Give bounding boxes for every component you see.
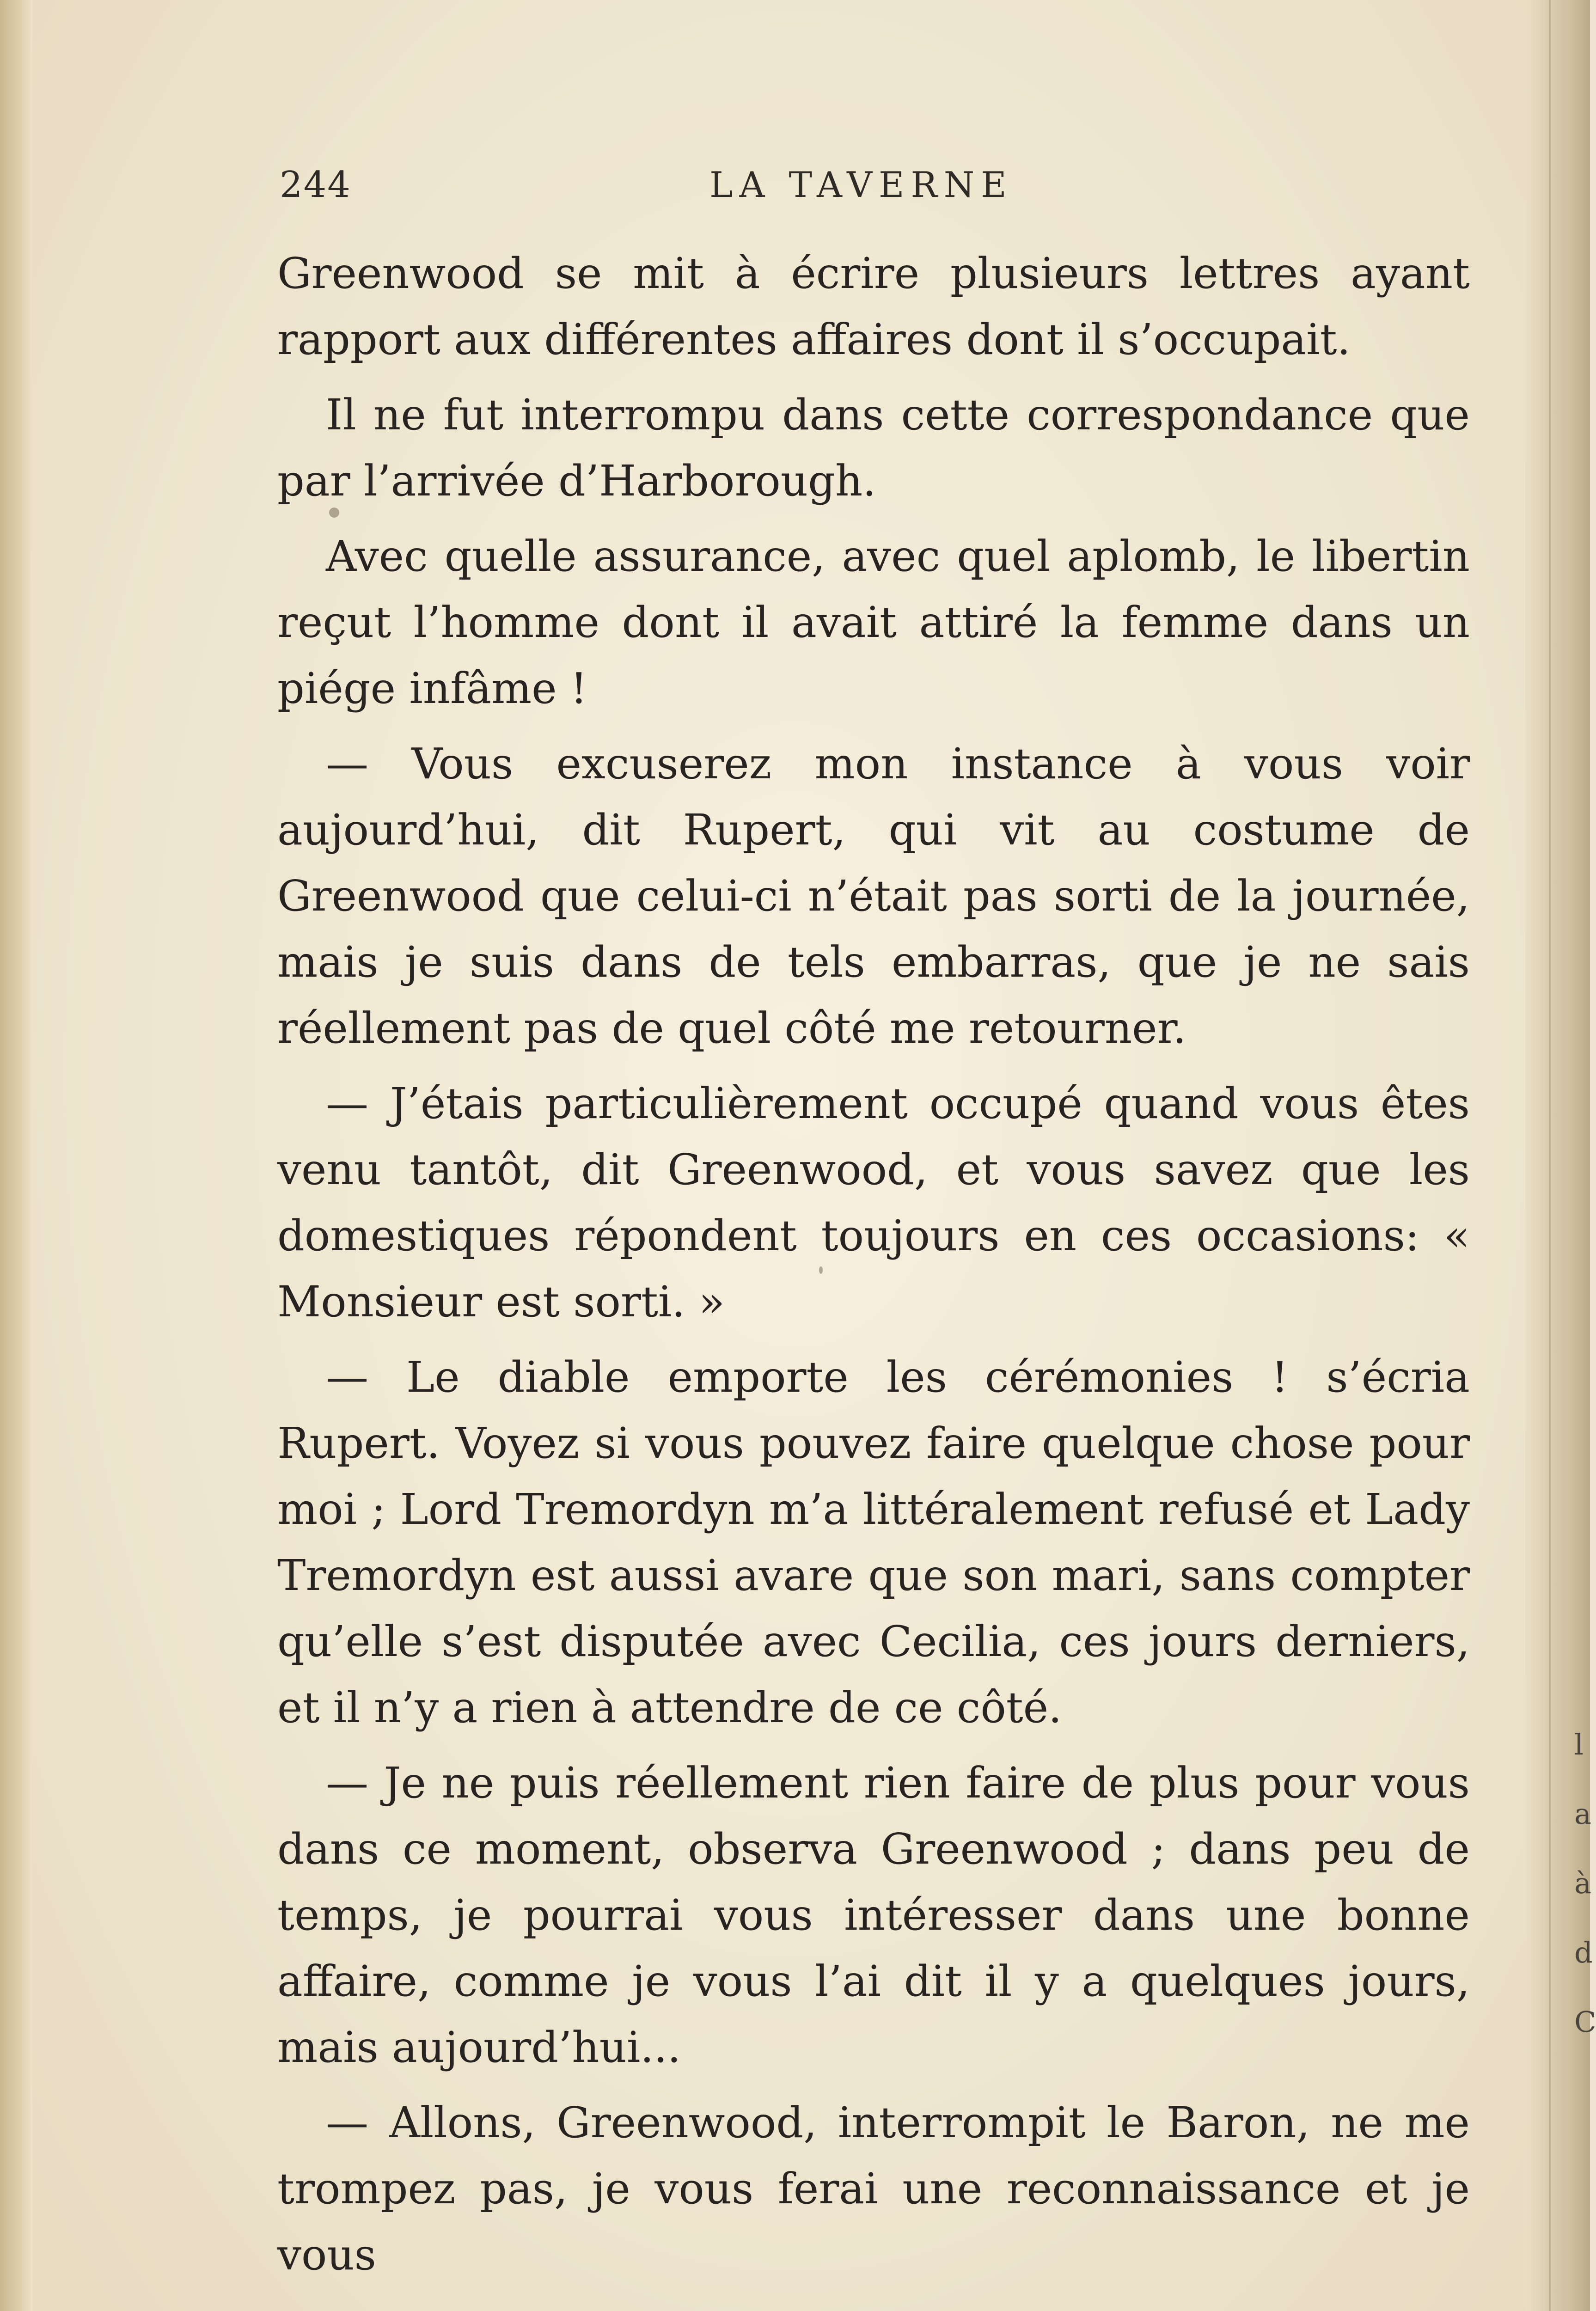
bleed-letter: C [1574, 2005, 1596, 2039]
paragraph: Greenwood se mit à écrire plusieurs lettres ayant rapport aux différentes affaires dont il s’occupait. [277, 249, 1470, 364]
ink-speck [329, 507, 339, 518]
page-number: 244 [280, 164, 351, 206]
adjacent-page-bleed [1574, 1710, 1596, 2057]
bleed-letter: d [1574, 1936, 1593, 1969]
bleed-letter: l [1574, 1728, 1584, 1761]
paragraph: Avec quelle assurance, avec quel aplomb, le libertin reçut l’homme dont il avait attiré la femme dans un piége infâme ! [277, 532, 1470, 713]
body-text [277, 240, 1470, 2297]
running-title: LA TAVERNE [709, 164, 1013, 205]
bleed-letter: a [1574, 1797, 1591, 1831]
paragraph: — Je ne puis réellement rien faire de plus pour vous dans ce moment, observa Greenwood ; dans peu de temps, je pourrai vous intéresser dans une bonne affaire, comme je vous l’ai dit il y a quelques jours, mais aujourd’hui... [277, 1758, 1470, 2072]
paragraph: — Vous excuserez mon instance à vous voir aujourd’hui, dit Rupert, qui vit au costume de Greenwood que celui-ci n’était pas sorti de la journée, mais je suis dans de tels embarras, que je ne sais réellement pas de quel côté me retourner. [277, 739, 1470, 1053]
paragraph: — Le diable emporte les cérémonies ! s’écria Rupert. Voyez si vous pouvez faire quelque chose pour moi ; Lord Tremordyn m’a littéralement refusé et Lady Tremordyn est aussi avare que son mari, sans compter qu’elle s’est disputée avec Cecilia, ces jours derniers, et il n’y a rien à attendre de ce côté. [277, 1352, 1470, 1732]
ink-speck [819, 1266, 823, 1274]
page-header [280, 164, 1500, 220]
page-gutter-shadow [0, 0, 32, 2311]
bleed-letter: à [1574, 1866, 1591, 1900]
paragraph: Il ne fut interrompu dans cette correspondance que par l’arrivée d’Harborough. [277, 390, 1470, 506]
paragraph: — J’étais particulièrement occupé quand vous êtes venu tantôt, dit Greenwood, et vous savez que les domestiques répondent toujours en ces occasions: « Monsieur est sorti. » [277, 1079, 1470, 1327]
paragraph: — Allons, Greenwood, interrompit le Baron, ne me trompez pas, je vous ferai une reconnaissance et je vous [277, 2098, 1470, 2280]
